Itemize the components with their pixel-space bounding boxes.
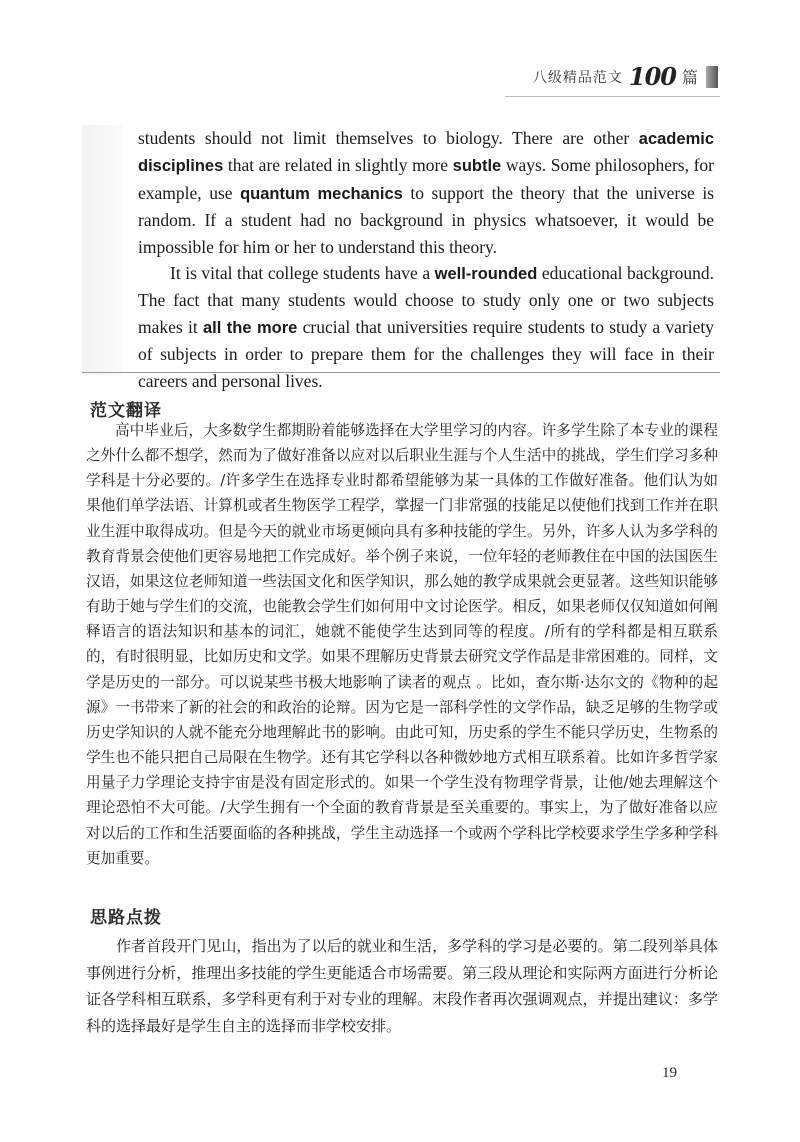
- english-paragraph: [138, 260, 714, 394]
- analysis-paragraph: 作者首段开门见山，指出为了以后的就业和生活，多学科的学习是必要的。第二段列举具体事例进行分析，推理出多技能的学生更能适合市场需要。第三段从理论和实际两方面进行分析论证各学科相互联系，多学科更有利于对专业的理解。末段作者再次强调观点，并提出建议：多学科的选择最好是学生自主的选择而非学校安排。: [86, 937, 718, 1035]
- page-number: 19: [662, 1065, 677, 1081]
- key-vocabulary: well-rounded: [434, 265, 538, 284]
- text-run: that are related in slightly more: [223, 155, 453, 176]
- book-title-number: 100: [628, 62, 676, 91]
- translation-paragraph: 高中毕业后，大多数学生都期盼着能够选择在大学里学习的内容。许多学生除了本专业的课程之外什么都不想学，然而为了做好准备以应对以后职业生涯与个人生活中的挑战，学生们学习多种学科是十分必要的。/许多学生在选择专业时都希望能够为某一具体的工作做好准备。他们认为如果他们单学法语、计算机或者生物医学工程学，掌握一门非常强的技能足以使他们找到工作并在职业生涯中取得成功。但是今天的就业市场更倾向具有多种技能的学生。另外，许多人认为多学科的教育背景会使他们更容易地把工作完成好。举个例子来说，一位年轻的老师教住在中国的法国医生汉语，如果这位老师知道一些法国文化和医学知识，那么她的教学成果就会更显著。这些知识能够有助于她与学生们的交流，也能教会学生们如何用中文讨论医学。相反，如果老师仅仅知道如何阐释语言的语法知识和基本的词汇，她就不能使学生达到同等的程度。/所有的学科都是相互联系的，有时很明显，比如历史和文学。如果不理解历史背景去研究文学作品是非常困难的。同样，文学是历史的一部分。可以说某些书极大地影响了读者的观点 。比如，查尔斯·达尔文的《物种的起源》一书带来了新的社会的和政治的论辩。因为它是一部科学性的文学作品，缺乏足够的生物学或历史学知识的人就不能充分地理解此书的影响。由此可知，历史系的学生不能只学历史，生物系的学生也不能只把自己局限在生物学。还有其它学科以各种微妙地方式相互联系着。比如许多哲学家用量子力学理论支持宇宙是没有固定形式的。如果一个学生没有物理学背景，让他/她去理解这个理论恐怕不大可能。/大学生拥有一个全面的教育背景是至关重要的。事实上，为了做好准备以应对以后的工作和生活要面临的各种挑战，学生主动选择一个或两个学科比学校要求学生学多种学科更加重要。: [86, 422, 718, 867]
- header-bookmark-icon: [706, 66, 718, 88]
- text-run: educational background. The fact that many students would choose to study only one or two subjects makes it: [138, 263, 714, 337]
- key-vocabulary: all the more: [202, 318, 298, 337]
- text-run: It is vital that college students have a: [170, 263, 435, 284]
- analysis-heading: 思路点拨: [90, 908, 162, 928]
- key-vocabulary: quantum mechanics: [240, 184, 403, 203]
- book-title: 八级精品范文: [532, 69, 623, 86]
- analysis-body: [86, 933, 718, 1039]
- english-paragraph: [138, 125, 714, 260]
- translation-heading: 范文翻译: [90, 401, 162, 421]
- text-run: crucial that universities require students to study a variety of subjects in order to prepare them for the challenges they will face in their careers and personal lives.: [138, 316, 714, 391]
- key-vocabulary: subtle: [452, 157, 502, 176]
- english-essay-text: [138, 125, 714, 394]
- book-title-suffix: 篇: [681, 68, 698, 87]
- section-divider: [82, 372, 720, 373]
- text-run: ways. Some philosophers, for example, use: [138, 155, 714, 203]
- header-rule: [505, 96, 720, 97]
- translation-body: [86, 418, 718, 871]
- margin-shade: [82, 125, 122, 375]
- text-run: students should not limit themselves to biology. There are other: [138, 128, 639, 148]
- key-vocabulary: academic disciplines: [138, 130, 714, 176]
- running-header: [533, 62, 718, 91]
- text-run: to support the theory that the universe is random. If a student had no background in physics whatsoever, it would be impossible for him or her to understand this theory.: [138, 182, 714, 257]
